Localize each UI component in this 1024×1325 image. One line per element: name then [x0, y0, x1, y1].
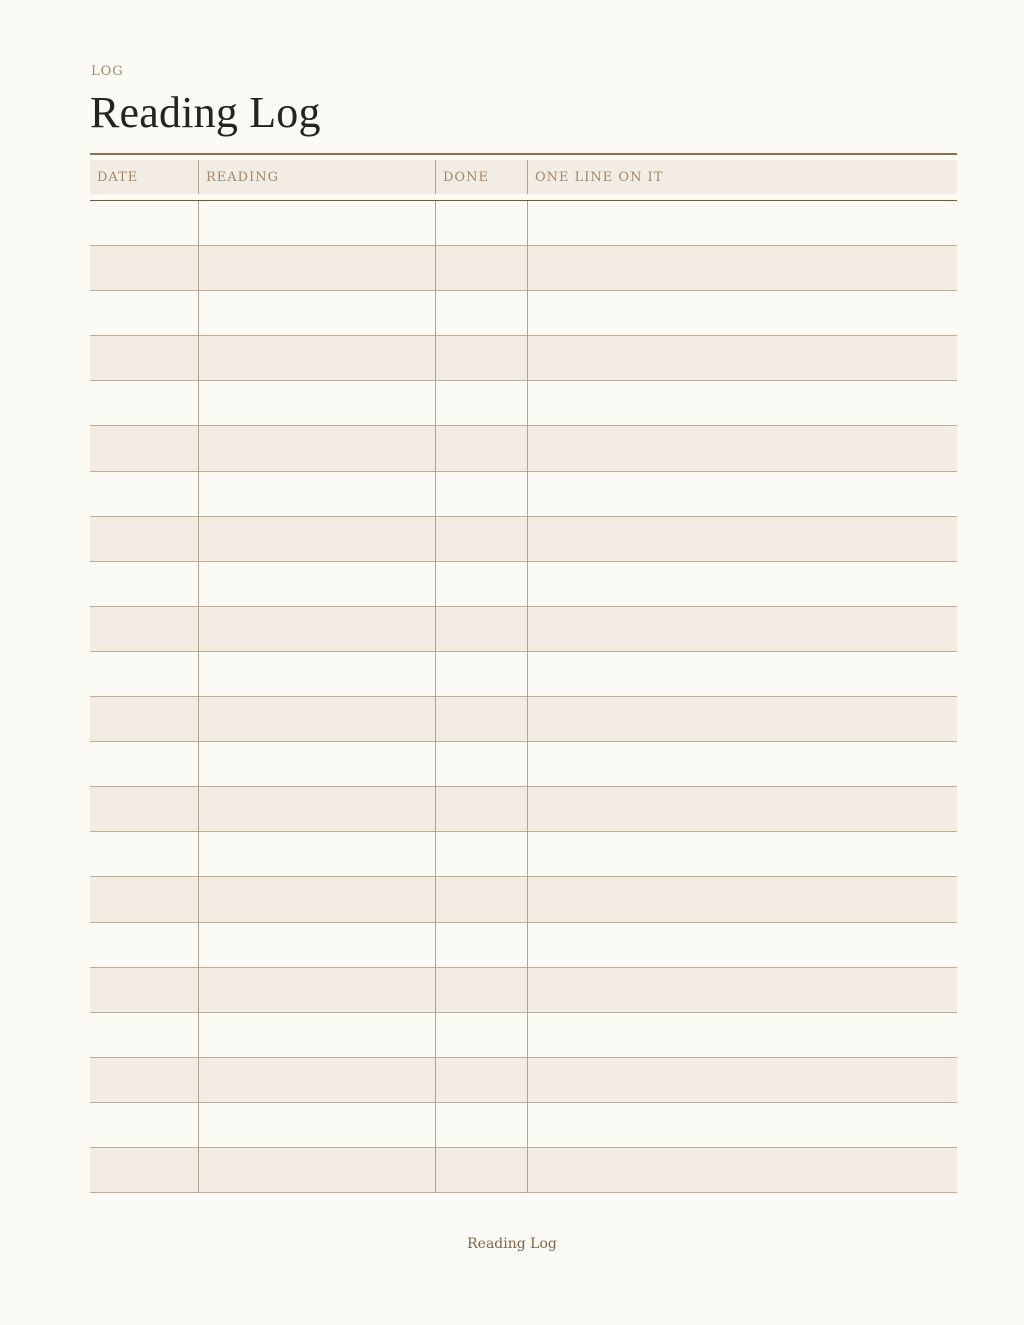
- cell-reading[interactable]: [199, 1103, 436, 1147]
- cell-reading[interactable]: [199, 336, 436, 380]
- table-row: [90, 1103, 957, 1148]
- cell-one-line[interactable]: [528, 1148, 957, 1192]
- cell-one-line[interactable]: [528, 1058, 957, 1102]
- table-row: [90, 381, 957, 426]
- cell-one-line[interactable]: [528, 832, 957, 876]
- table-row: [90, 291, 957, 336]
- cell-reading[interactable]: [199, 201, 436, 245]
- cell-reading[interactable]: [199, 968, 436, 1012]
- cell-done[interactable]: [436, 381, 528, 425]
- cell-one-line[interactable]: [528, 877, 957, 921]
- cell-one-line[interactable]: [528, 472, 957, 516]
- cell-date[interactable]: [90, 517, 199, 561]
- cell-reading[interactable]: [199, 562, 436, 606]
- cell-done[interactable]: [436, 291, 528, 335]
- cell-done[interactable]: [436, 201, 528, 245]
- cell-done[interactable]: [436, 472, 528, 516]
- cell-done[interactable]: [436, 832, 528, 876]
- table-row: [90, 832, 957, 877]
- cell-done[interactable]: [436, 336, 528, 380]
- cell-date[interactable]: [90, 381, 199, 425]
- cell-date[interactable]: [90, 877, 199, 921]
- cell-done[interactable]: [436, 923, 528, 967]
- cell-date[interactable]: [90, 201, 199, 245]
- cell-one-line[interactable]: [528, 1013, 957, 1057]
- table-row: [90, 652, 957, 697]
- page-footer: Reading Log: [467, 1236, 557, 1252]
- cell-done[interactable]: [436, 1058, 528, 1102]
- cell-reading[interactable]: [199, 787, 436, 831]
- cell-done[interactable]: [436, 562, 528, 606]
- cell-one-line[interactable]: [528, 652, 957, 696]
- page-eyebrow: LOG: [91, 64, 124, 79]
- cell-date[interactable]: [90, 742, 199, 786]
- table-row: [90, 787, 957, 832]
- table-row: [90, 1148, 957, 1193]
- cell-done[interactable]: [436, 1013, 528, 1057]
- table-row: [90, 517, 957, 562]
- cell-date[interactable]: [90, 1013, 199, 1057]
- cell-one-line[interactable]: [528, 968, 957, 1012]
- table-row: [90, 742, 957, 787]
- cell-one-line[interactable]: [528, 697, 957, 741]
- cell-date[interactable]: [90, 336, 199, 380]
- cell-reading[interactable]: [199, 652, 436, 696]
- cell-one-line[interactable]: [528, 291, 957, 335]
- column-header-one-line: ONE LINE ON IT: [535, 170, 664, 185]
- column-header-date: DATE: [90, 160, 199, 194]
- table-row: [90, 923, 957, 968]
- cell-one-line[interactable]: [528, 923, 957, 967]
- cell-one-line[interactable]: [528, 517, 957, 561]
- table-row: [90, 968, 957, 1013]
- cell-reading[interactable]: [199, 426, 436, 470]
- cell-reading[interactable]: [199, 877, 436, 921]
- cell-date[interactable]: [90, 652, 199, 696]
- cell-done[interactable]: [436, 607, 528, 651]
- cell-done[interactable]: [436, 517, 528, 561]
- cell-reading[interactable]: [199, 607, 436, 651]
- table-header: [90, 160, 957, 194]
- reading-log-table: [90, 160, 957, 1193]
- cell-done[interactable]: [436, 426, 528, 470]
- table-row: [90, 1058, 957, 1103]
- cell-date[interactable]: [90, 607, 199, 651]
- cell-reading[interactable]: [199, 291, 436, 335]
- cell-reading[interactable]: [199, 381, 436, 425]
- cell-date[interactable]: [90, 1103, 199, 1147]
- cell-reading[interactable]: [199, 1058, 436, 1102]
- table-row: [90, 697, 957, 742]
- cell-one-line[interactable]: [528, 742, 957, 786]
- cell-done[interactable]: [436, 1148, 528, 1192]
- table-row: [90, 336, 957, 381]
- table-row: [90, 562, 957, 607]
- table-row: [90, 877, 957, 922]
- table-row: [90, 426, 957, 471]
- cell-one-line[interactable]: [528, 426, 957, 470]
- cell-reading[interactable]: [199, 472, 436, 516]
- cell-done[interactable]: [436, 1103, 528, 1147]
- cell-date[interactable]: [90, 968, 199, 1012]
- cell-reading[interactable]: [199, 517, 436, 561]
- cell-reading[interactable]: [199, 1013, 436, 1057]
- cell-date[interactable]: [90, 291, 199, 335]
- cell-one-line[interactable]: [528, 336, 957, 380]
- cell-reading[interactable]: [199, 742, 436, 786]
- column-header-done: DONE: [436, 160, 528, 194]
- cell-one-line[interactable]: [528, 246, 957, 290]
- title-divider: [90, 153, 957, 155]
- cell-date[interactable]: [90, 697, 199, 741]
- cell-date[interactable]: [90, 1058, 199, 1102]
- cell-one-line[interactable]: [528, 381, 957, 425]
- cell-one-line[interactable]: [528, 1103, 957, 1147]
- cell-reading[interactable]: [199, 832, 436, 876]
- cell-reading[interactable]: [199, 1148, 436, 1192]
- column-header-reading: READING: [199, 160, 436, 194]
- cell-done[interactable]: [436, 787, 528, 831]
- cell-reading[interactable]: [199, 923, 436, 967]
- cell-one-line[interactable]: [528, 201, 957, 245]
- table-row: [90, 1013, 957, 1058]
- cell-done[interactable]: [436, 697, 528, 741]
- cell-one-line[interactable]: [528, 787, 957, 831]
- page-title: Reading Log: [90, 88, 321, 137]
- table-row: [90, 201, 957, 246]
- cell-done[interactable]: [436, 877, 528, 921]
- cell-one-line[interactable]: [528, 607, 957, 651]
- table-row: [90, 246, 957, 291]
- table-row: [90, 472, 957, 517]
- cell-date[interactable]: [90, 1148, 199, 1192]
- cell-done[interactable]: [436, 742, 528, 786]
- cell-done[interactable]: [436, 246, 528, 290]
- cell-reading[interactable]: [199, 697, 436, 741]
- cell-date[interactable]: [90, 246, 199, 290]
- table-row: [90, 607, 957, 652]
- cell-reading[interactable]: [199, 246, 436, 290]
- cell-date[interactable]: [90, 832, 199, 876]
- cell-date[interactable]: [90, 787, 199, 831]
- cell-done[interactable]: [436, 968, 528, 1012]
- cell-date[interactable]: [90, 426, 199, 470]
- cell-one-line[interactable]: [528, 562, 957, 606]
- cell-date[interactable]: [90, 562, 199, 606]
- table-body: [90, 201, 957, 1193]
- cell-done[interactable]: [436, 652, 528, 696]
- cell-date[interactable]: [90, 923, 199, 967]
- cell-date[interactable]: [90, 472, 199, 516]
